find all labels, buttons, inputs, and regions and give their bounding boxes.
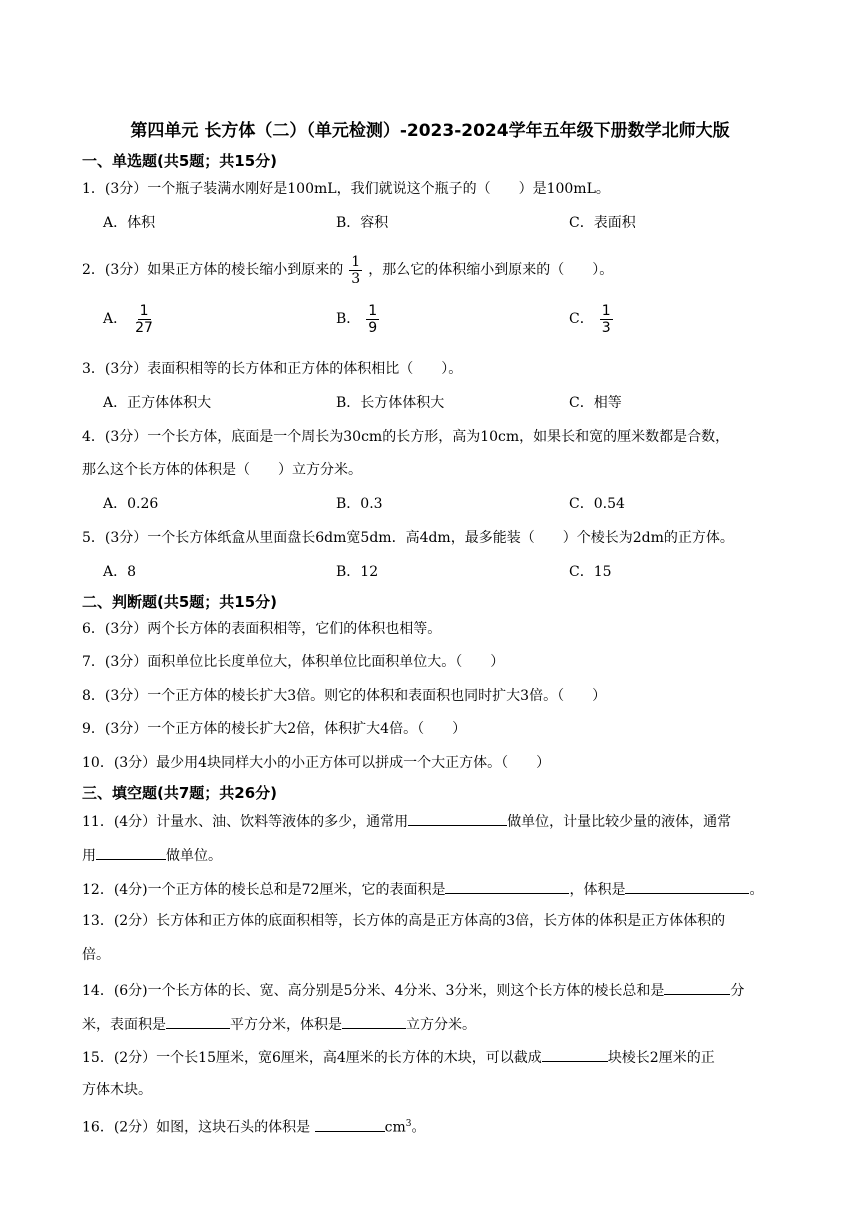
q11-blank-1[interactable] <box>408 810 507 826</box>
question-10: 10．(3分）最少用4块同样大小的小正方体可以拼成一个大正方体。（ ） <box>82 755 551 771</box>
q2-option-a-label: A． <box>103 311 128 327</box>
q14-blank-1[interactable] <box>664 979 730 995</box>
question-3: 3．(3分）表面积相等的长方体和正方体的体积相比（ ）。 <box>82 361 463 377</box>
q14-blank-3[interactable] <box>342 1013 406 1029</box>
q4-option-c: C．0.54 <box>569 496 625 512</box>
q15-blank-1[interactable] <box>542 1046 608 1062</box>
q3-option-c: C．相等 <box>569 395 622 411</box>
q12-blank-1[interactable] <box>445 878 569 894</box>
q12-blank-2[interactable] <box>625 878 749 894</box>
q2-option-c-fraction <box>600 303 613 336</box>
q14-text-a: 14．(6分)一个长方体的长、宽、高分别是5分米、4分米、3分米，则这个长方体的棱长总和是 <box>82 983 665 999</box>
question-6: 6．(3分）两个长方体的表面积相等，它们的体积也相等。 <box>82 621 442 637</box>
q16-blank-1[interactable] <box>315 1116 385 1132</box>
section-heading-fill-in: 三、填空题(共7题；共26分) <box>82 784 278 802</box>
q2-option-b-numerator: 1 <box>368 302 378 319</box>
q2-text-after: ，那么它的体积缩小到原来的（ ）。 <box>368 262 614 278</box>
question-4-line-2: 那么这个长方体的体积是（ ）立方分米。 <box>82 462 362 478</box>
question-8: 8．(3分）一个正方体的棱长扩大3倍。则它的体积和表面积也同时扩大3倍。（ ） <box>82 688 607 704</box>
section-heading-true-false: 二、判断题(共5题；共15分) <box>82 593 278 611</box>
q16-text-a: 16．(2分）如图，这块石头的体积是 <box>82 1119 315 1136</box>
q2-option-c-numerator: 1 <box>601 302 611 319</box>
q2-option-b-fraction <box>366 303 379 336</box>
q11-text-c: 用 <box>82 848 96 864</box>
q2-option-b <box>336 300 385 338</box>
q2-option-c-label: C． <box>569 311 594 327</box>
q16-unit-exponent: 3 <box>405 1119 412 1129</box>
question-5: 5．(3分）一个长方体纸盒从里面盘长6dm宽5dm．高4dm，最多能装（ ）个棱长为2dm的正方体。 <box>82 530 734 546</box>
q12-text-a: 12．(4分)一个正方体的棱长总和是72厘米，它的表面积是 <box>82 882 446 898</box>
q2-option-a-numerator: 1 <box>139 302 149 319</box>
q16-unit: cm <box>384 1119 406 1136</box>
question-9: 9．(3分）一个正方体的棱长扩大2倍，体积扩大4倍。（ ） <box>82 721 467 737</box>
q14-text-e: 立方分米。 <box>406 1017 476 1033</box>
q2-fraction-denominator: 3 <box>351 270 361 287</box>
q2-option-c <box>569 300 619 338</box>
q11-text-b: 做单位，计量比较少量的液体，通常 <box>507 814 732 830</box>
q14-text-b: 分 <box>730 983 745 999</box>
q2-option-a-fraction <box>133 303 155 336</box>
question-4-line-1: 4．(3分）一个长方体，底面是一个周长为30cm的长方形，高为10cm，如果长和宽的厘米数都是合数， <box>82 429 730 445</box>
q14-text-c: 米，表面积是 <box>82 1017 166 1033</box>
q15-text-b: 块棱长2厘米的正 <box>607 1050 715 1066</box>
question-13-line-2: 倍。 <box>82 947 110 963</box>
question-14-line-2 <box>82 1013 476 1035</box>
q11-text-a: 11．(4分）计量水、油、饮料等液体的多少，通常用 <box>82 814 409 830</box>
q11-text-d: 做单位。 <box>166 848 222 864</box>
question-12 <box>82 878 763 900</box>
q4-option-a: A．0.26 <box>103 496 159 512</box>
q11-blank-2[interactable] <box>96 844 166 860</box>
question-15-line-1 <box>82 1046 715 1068</box>
q15-text-a: 15．(2分）一个长15厘米，宽6厘米，高4厘米的长方体的木块，可以截成 <box>82 1050 542 1066</box>
page-title: 第四单元 长方体（二）（单元检测）-2023-2024学年五年级下册数学北师大版 <box>130 121 730 141</box>
q12-text-c: 。 <box>749 882 764 898</box>
q1-option-a: A．体积 <box>103 215 156 231</box>
question-14-line-1 <box>82 979 744 1001</box>
q2-option-a <box>103 300 161 338</box>
question-2 <box>82 252 613 288</box>
q5-option-a: A．8 <box>103 564 137 580</box>
q14-text-d: 平方分米，体积是 <box>230 1017 342 1033</box>
q2-fraction <box>349 254 362 287</box>
q1-option-c: C．表面积 <box>569 215 636 231</box>
q2-option-b-label: B． <box>336 311 361 327</box>
q2-fraction-numerator: 1 <box>351 253 361 270</box>
question-13-line-1: 13．(2分）长方体和正方体的底面积相等，长方体的高是正方体高的3倍，长方体的体积是正方体体积的 <box>82 913 726 929</box>
section-heading-single-choice: 一、单选题(共5题；共15分) <box>82 152 278 170</box>
q3-option-a: A．正方体体积大 <box>103 395 212 411</box>
q14-blank-2[interactable] <box>166 1013 230 1029</box>
q2-option-a-denominator: 27 <box>135 319 153 336</box>
q2-option-b-denominator: 9 <box>368 319 378 336</box>
question-1: 1．(3分）一个瓶子装满水刚好是100mL，我们就说这个瓶子的（ ）是100mL。 <box>82 181 610 197</box>
question-15-line-2: 方体木块。 <box>82 1082 152 1098</box>
q12-text-b: ，体积是 <box>569 882 626 898</box>
question-11-line-2 <box>82 844 222 866</box>
question-11-line-1 <box>82 810 731 832</box>
q5-option-b: B．12 <box>336 564 379 580</box>
q3-option-b: B．长方体体积大 <box>336 395 445 411</box>
q5-option-c: C．15 <box>569 564 612 580</box>
q16-text-end: 。 <box>411 1119 426 1136</box>
q4-option-b: B．0.3 <box>336 496 383 512</box>
q2-text-before: 2．(3分）如果正方体的棱长缩小到原来的 <box>82 262 344 278</box>
q1-option-b: B．容积 <box>336 215 389 231</box>
question-7: 7．(3分）面积单位比长度单位大，体积单位比面积单位大。（ ） <box>82 654 505 670</box>
question-16 <box>82 1114 426 1138</box>
q2-option-c-denominator: 3 <box>601 319 611 336</box>
